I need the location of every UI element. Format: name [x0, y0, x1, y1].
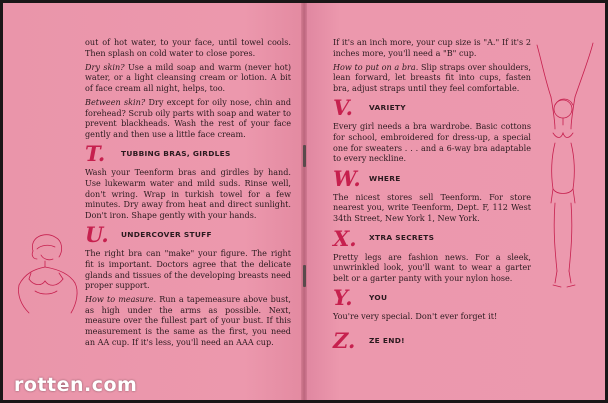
- girl-illustration-left: [11, 229, 87, 319]
- staple-top: [303, 145, 306, 167]
- booklet-spread: [3, 3, 605, 400]
- girl-illustration-right: [531, 39, 601, 299]
- section-x-title: XTRA SECRETS: [369, 233, 435, 243]
- section-z-letter: Z.: [333, 328, 356, 353]
- section-w-title: WHERE: [369, 173, 401, 183]
- section-w-text: The nicest stores sell Teenform. For store nearest you, write Teenform, Dept. F, 112 West 34th Street, New York 1, New York.: [333, 191, 531, 224]
- section-y-letter: Y.: [333, 285, 353, 311]
- left-column: [85, 37, 291, 351]
- dry-skin-paragraph: [85, 62, 291, 94]
- put-on-paragraph: [333, 62, 531, 94]
- section-t-text: Wash your Teenform bras and girdles by hand. Use lukewarm water and mild suds. Rinse well, don't wring. Wrap in turkish towel for a few minutes. Dry away from heat and direct sunlight. Don't iron. Shape gently with your hands.: [85, 167, 291, 220]
- measure-text: Run a tapemeasure above bust, as high under the arms as possible. Next, measure over the fullest part of your bust. If this measurement is the same as the first, you need an AA cup. If it's less, you'll need an AAA cup.: [85, 294, 291, 347]
- section-v-letter: V.: [333, 95, 353, 121]
- section-w-heading: [333, 165, 531, 191]
- watermark: rotten.com: [14, 374, 138, 396]
- dry-skin-text: Use a mild soap and warm (never hot) water, or a light cleansing cream or lotion. A bit of face cream all night, helps, too.: [85, 61, 291, 93]
- section-z-title: ZE END!: [369, 335, 405, 345]
- section-y-title: YOU: [369, 293, 388, 303]
- right-column: [333, 37, 531, 354]
- staple-bottom: [303, 265, 306, 287]
- booklet-gutter: [301, 3, 307, 400]
- between-skin-text: Dry except for oily nose, chin and forehead? Scrub oily parts with soap and water to prevent blackheads. Wash the rest of your face gently and then use a little face cream.: [85, 96, 291, 139]
- section-u-heading: [85, 224, 291, 246]
- between-skin-paragraph: [85, 97, 291, 139]
- section-u-text: The right bra can "make" your figure. The right fit is important. Doctors agree that the delicate glands and tissues of the developing breasts need proper support.: [85, 248, 291, 291]
- section-t-letter: T.: [85, 141, 106, 167]
- measure-paragraph: [85, 294, 291, 347]
- between-skin-lead: Between skin?: [85, 96, 146, 107]
- section-u-title: UNDERCOVER STUFF: [121, 230, 212, 240]
- put-on-text: Slip straps over shoulders, lean forward, let breasts fit into cups, fasten bra, adjust straps until they feel comfortable.: [333, 61, 531, 93]
- section-x-letter: X.: [333, 225, 357, 251]
- section-z-heading: [333, 330, 531, 352]
- section-w-letter: W.: [333, 165, 361, 191]
- section-v-heading: [333, 97, 531, 119]
- section-x-heading: [333, 225, 531, 251]
- section-u-letter: U.: [85, 222, 109, 248]
- measure-lead: How to measure.: [85, 294, 157, 305]
- section-v-title: VARIETY: [369, 103, 406, 113]
- dry-skin-lead: Dry skin?: [85, 61, 125, 72]
- section-v-text: Every girl needs a bra wardrobe. Basic cottons for school, embroidered for dress-up, a special one for sweaters . . . and a 6-way bra adaptable to every neckline.: [333, 121, 531, 164]
- section-t-heading: [85, 143, 291, 165]
- section-y-text: You're very special. Don't ever forget it!: [333, 311, 498, 322]
- right-continued-paragraph: If it's an inch more, your cup size is "A." If it's 2 inches more, you'll need a "B" cup.: [333, 37, 531, 58]
- section-t-title: TUBBING BRAS, GIRDLES: [121, 149, 231, 159]
- put-on-lead: How to put on a bra.: [333, 61, 419, 72]
- section-y-heading: [333, 287, 531, 309]
- left-continued-paragraph: out of hot water, to your face, until towel cools. Then splash on cold water to close pores.: [85, 37, 291, 58]
- section-x-text: Pretty legs are fashion news. For a sleek, unwrinkled look, you'll want to wear a garter belt or a garter panty with your nylon hose.: [333, 251, 531, 283]
